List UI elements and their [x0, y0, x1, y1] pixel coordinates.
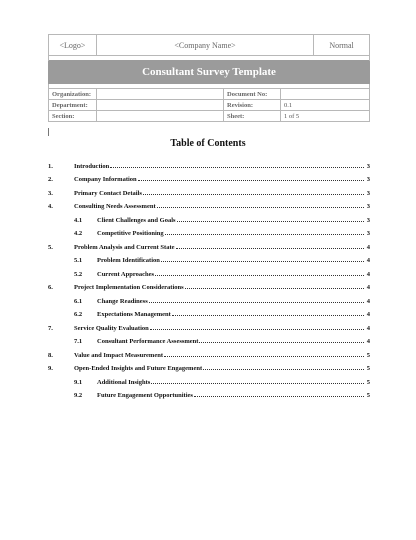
toc-entry[interactable]	[48, 372, 370, 386]
toc-entry-text-wrap	[74, 352, 364, 359]
toc-entry-text-wrap	[97, 298, 364, 305]
toc-leader-dots	[149, 301, 364, 303]
toc-entry-page: 4	[366, 270, 370, 278]
toc-leader-dots	[110, 166, 364, 168]
toc-entry-text-wrap	[74, 365, 364, 372]
toc-entry-text: Introduction	[74, 162, 110, 170]
toc-entry[interactable]	[48, 345, 370, 359]
toc-leader-dots	[194, 395, 364, 397]
toc-entry-text-wrap	[74, 284, 364, 291]
toc-entry-number: 7.	[48, 324, 53, 332]
toc-entry[interactable]	[48, 183, 370, 197]
toc-title: Table of Contents	[170, 138, 246, 149]
toc-entry-text: Value and Impact Measurement	[74, 351, 164, 359]
toc-leader-dots	[172, 314, 364, 316]
toc-entry-number: 4.	[48, 203, 53, 210]
toc-leader-dots	[151, 382, 364, 384]
toc-entry-page: 5	[366, 378, 370, 386]
organization-label: Organization:	[49, 89, 97, 100]
toc-entry-text-wrap	[74, 325, 364, 332]
toc-entry-number: 5.	[48, 243, 53, 251]
toc-leader-dots	[157, 206, 364, 208]
toc-entry-number: 4.2	[74, 230, 83, 237]
toc-entry-text: Service Quality Evaluation	[74, 324, 149, 332]
department-field[interactable]	[97, 100, 224, 111]
toc-entry-page: 3	[366, 203, 370, 210]
toc-entry-text-wrap	[74, 190, 364, 197]
toc-entry-number: 6.	[48, 284, 53, 291]
toc-leader-dots	[177, 220, 364, 222]
document-header	[48, 34, 370, 122]
toc-entry-text-wrap	[74, 203, 364, 210]
toc-entry-number: 6.2	[74, 311, 83, 318]
toc-entry-text-wrap	[74, 176, 364, 183]
toc-entry-text: Competitive Positioning	[97, 230, 164, 237]
toc-entry-page: 3	[366, 189, 370, 197]
toc-entry-text-wrap	[97, 392, 364, 399]
department-label: Department:	[49, 100, 97, 111]
toc-entry-number: 9.	[48, 365, 53, 372]
toc-entry-text: Company Information	[74, 176, 137, 183]
toc-entry-text: Open-Ended Insights and Future Engagement	[74, 365, 203, 372]
toc-entry-number: 2.	[48, 176, 53, 183]
toc-entry[interactable]	[48, 156, 370, 170]
toc-entry-text: Change Readiness	[97, 297, 148, 305]
toc-entry-text: Expectations Management	[97, 311, 171, 318]
toc-entry[interactable]	[48, 251, 370, 265]
toc-entry-page: 4	[366, 243, 370, 251]
toc-leader-dots	[161, 260, 364, 262]
toc-leader-dots	[138, 179, 364, 181]
table-of-contents	[48, 156, 370, 399]
toc-entry-number: 6.1	[74, 297, 83, 305]
toc-entry-number: 5.2	[74, 270, 83, 278]
organization-field[interactable]	[97, 89, 224, 100]
toc-entry-text: Primary Contact Details	[74, 189, 142, 197]
section-label: Section:	[49, 111, 97, 122]
revision-value: 0.1	[281, 100, 370, 111]
company-name: <Company Name>	[97, 35, 314, 56]
toc-entry-number: 8.	[48, 351, 53, 359]
toc-entry-page: 4	[366, 257, 370, 264]
toc-entry-number: 7.1	[74, 338, 83, 345]
logo-placeholder: <Logo>	[49, 35, 97, 56]
toc-entry-page: 4	[366, 338, 370, 345]
toc-entry-page: 3	[366, 162, 370, 170]
toc-entry-text: Consulting Needs Assessment	[74, 203, 156, 210]
toc-leader-dots	[199, 341, 364, 343]
toc-leader-dots	[176, 247, 364, 249]
document-no-label: Document No:	[224, 89, 281, 100]
toc-entry[interactable]	[48, 291, 370, 305]
toc-entry-number: 9.1	[74, 378, 83, 386]
toc-entry-number: 3.	[48, 189, 53, 197]
toc-entry[interactable]	[48, 237, 370, 251]
toc-leader-dots	[155, 274, 364, 276]
toc-entry[interactable]	[48, 224, 370, 238]
toc-entry[interactable]	[48, 332, 370, 346]
toc-entry-text-wrap	[97, 230, 364, 237]
toc-entry-text: Problem Analysis and Current State	[74, 243, 175, 251]
toc-entry-page: 4	[366, 311, 370, 318]
toc-entry-page: 5	[366, 351, 370, 359]
toc-entry[interactable]	[48, 278, 370, 292]
toc-entry-number: 9.2	[74, 392, 83, 399]
document-no-field[interactable]	[281, 89, 370, 100]
revision-label: Revision:	[224, 100, 281, 111]
toc-entry-page: 4	[366, 297, 370, 305]
toc-entry-page: 4	[366, 284, 370, 291]
toc-entry[interactable]	[48, 318, 370, 332]
toc-entry-page: 3	[366, 176, 370, 183]
section-field[interactable]	[97, 111, 224, 122]
toc-leader-dots	[203, 368, 364, 370]
document-title: Consultant Survey Template	[49, 61, 370, 84]
toc-entry-number: 5.1	[74, 257, 83, 264]
toc-entry-text-wrap	[97, 217, 364, 224]
toc-entry[interactable]	[48, 197, 370, 211]
toc-entry-text: Consultant Performance Assessment	[97, 338, 199, 345]
toc-entry-page: 5	[366, 365, 370, 372]
toc-entry-number: 1.	[48, 162, 53, 170]
text-cursor	[48, 128, 49, 136]
toc-leader-dots	[185, 287, 364, 289]
toc-entry[interactable]	[48, 386, 370, 400]
toc-entry-text: Project Implementation Considerations	[74, 284, 184, 291]
toc-entry-text-wrap	[97, 271, 364, 278]
toc-entry[interactable]	[48, 170, 370, 184]
toc-entry-text-wrap	[97, 257, 364, 264]
toc-entry[interactable]	[48, 359, 370, 373]
sheet-value: 1 of 5	[281, 111, 370, 122]
toc-entry-number: 4.1	[74, 216, 83, 224]
toc-entry-text: Current Approaches	[97, 270, 154, 278]
toc-leader-dots	[164, 355, 364, 357]
toc-entry-text-wrap	[74, 163, 364, 170]
toc-entry-text: Problem Identification	[97, 257, 160, 264]
toc-leader-dots	[143, 193, 364, 195]
toc-entry-page: 5	[366, 392, 370, 399]
toc-entry-text-wrap	[97, 311, 364, 318]
toc-entry-text-wrap	[97, 338, 364, 345]
sheet-label: Sheet:	[224, 111, 281, 122]
toc-entry-text: Client Challenges and Goals	[97, 216, 176, 224]
toc-entry-text: Additional Insights	[97, 378, 151, 386]
style-label: Normal	[314, 35, 370, 56]
toc-entry-text-wrap	[74, 244, 364, 251]
toc-entry-text: Future Engagement Opportunities	[97, 392, 193, 399]
toc-entry[interactable]	[48, 305, 370, 319]
toc-entry-text-wrap	[97, 379, 364, 386]
toc-entry-page: 3	[366, 230, 370, 237]
toc-leader-dots	[150, 328, 364, 330]
toc-entry-page: 4	[366, 324, 370, 332]
toc-entry[interactable]	[48, 210, 370, 224]
toc-entry-page: 3	[366, 216, 370, 224]
toc-leader-dots	[165, 233, 364, 235]
toc-entry[interactable]	[48, 264, 370, 278]
